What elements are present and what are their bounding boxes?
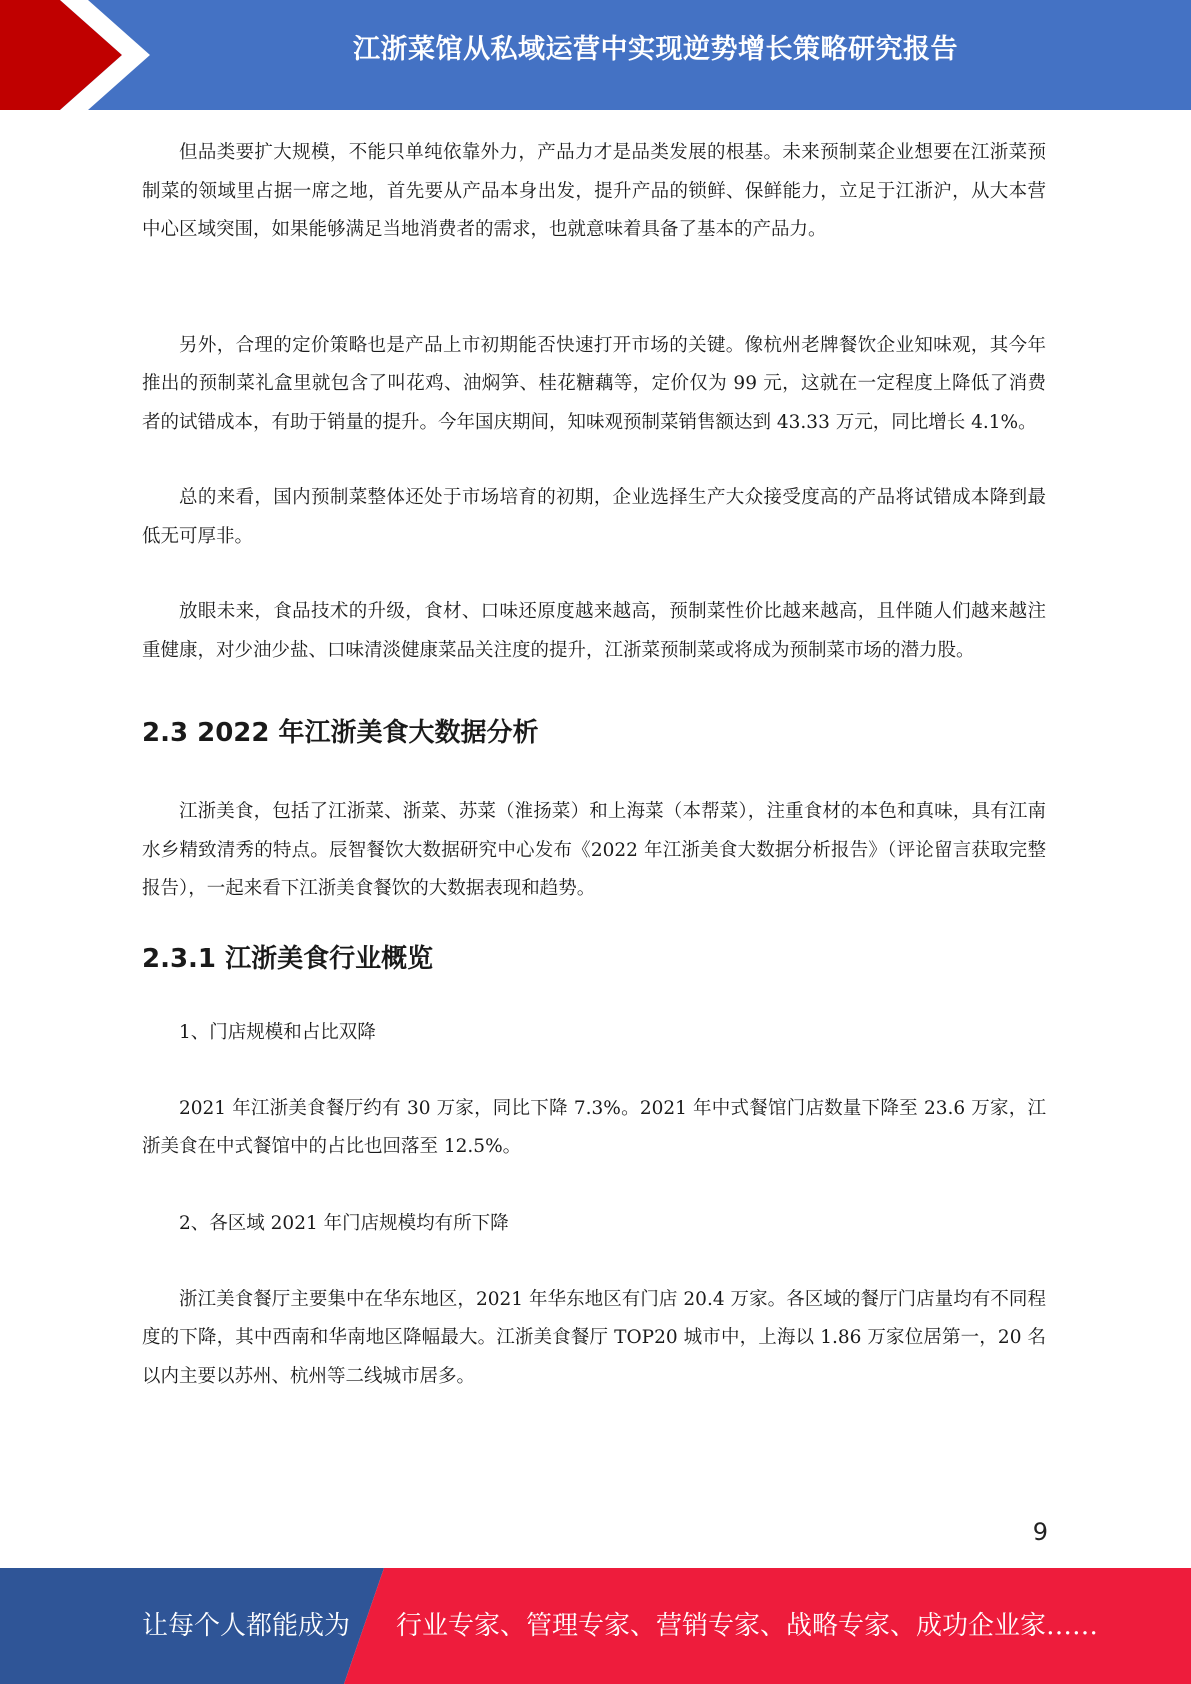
footer-slogan-right: 行业专家、管理专家、营销专家、战略专家、成功企业家…… — [396, 1611, 1099, 1641]
section-heading-2-3: 2.3 2022 年江浙美食大数据分析 — [142, 718, 539, 748]
page-header-band — [0, 0, 1191, 110]
paragraph-future-outlook: 放眼未来，食品技术的升级，食材、口味还原度越来越高，预制菜性价比越来越高，且伴随人们越来越注重健康，对少油少盐、口味清淡健康菜品关注度的提升，江浙菜预制菜或将成为预制菜市场的潜力股。 — [142, 601, 1046, 661]
paragraph-jiangzhe-cuisine-intro: 江浙美食，包括了江浙菜、浙菜、苏菜（淮扬菜）和上海菜（本帮菜），注重食材的本色和真味，具有江南水乡精致清秀的特点。辰智餐饮大数据研究中心发布《2022 年江浙美食大数据分析报告》（评论留言获取完整报告），一起来看下江浙美食餐饮的大数据表现和趋势。 — [142, 801, 1046, 899]
subheading-regional-decline: 2、各区域 2021 年门店规模均有所下降 — [179, 1212, 509, 1234]
page-footer-band — [0, 1568, 1191, 1684]
page-number: 9 — [1032, 1518, 1048, 1546]
paragraph-summary: 总的来看，国内预制菜整体还处于市场培育的初期，企业选择生产大众接受度高的产品将试错成本降到最低无可厚非。 — [142, 487, 1046, 547]
subheading-store-scale: 1、门店规模和占比双降 — [179, 1021, 376, 1043]
paragraph-product-strength: 但品类要扩大规模，不能只单纯依靠外力，产品力才是品类发展的根基。未来预制菜企业想要在江浙菜预制菜的领域里占据一席之地，首先要从产品本身出发，提升产品的锁鲜、保鲜能力，立足于江浙沪，从大本营中心区域突围，如果能够满足当地消费者的需求，也就意味着具备了基本的产品力。 — [142, 142, 1046, 240]
section-heading-2-3-1: 2.3.1 江浙美食行业概览 — [142, 943, 434, 974]
report-title: 江浙菜馆从私域运营中实现逆势增长策略研究报告 — [353, 34, 958, 65]
paragraph-store-count: 2021 年江浙美食餐厅约有 30 万家，同比下降 7.3%。2021 年中式餐馆门店数量下降至 23.6 万家，江浙美食在中式餐馆中的占比也回落至 12.5%。 — [142, 1097, 1046, 1157]
footer-slogan-left: 让每个人都能成为 — [142, 1611, 351, 1641]
paragraph-pricing-strategy: 另外，合理的定价策略也是产品上市初期能否快速打开市场的关键。像杭州老牌餐饮企业知味观，其今年推出的预制菜礼盒里就包含了叫花鸡、油焖笋、桂花糖藕等，定价仅为 99 元，这就在一定程度上降低了消费者的试错成本，有助于销量的提升。今年国庆期间，知味观预制菜销售额达到 43.33 万元，同比增长 4.1%。 — [142, 334, 1046, 433]
paragraph-regional-distribution: 浙江美食餐厅主要集中在华东地区，2021 年华东地区有门店 20.4 万家。各区域的餐厅门店量均有不同程度的下降，其中西南和华南地区降幅最大。江浙美食餐厅 TOP20 城市中，上海以 1.86 万家位居第一，20 名以内主要以苏州、杭州等二线城市居多。 — [142, 1288, 1046, 1387]
main-content — [142, 134, 1046, 1396]
